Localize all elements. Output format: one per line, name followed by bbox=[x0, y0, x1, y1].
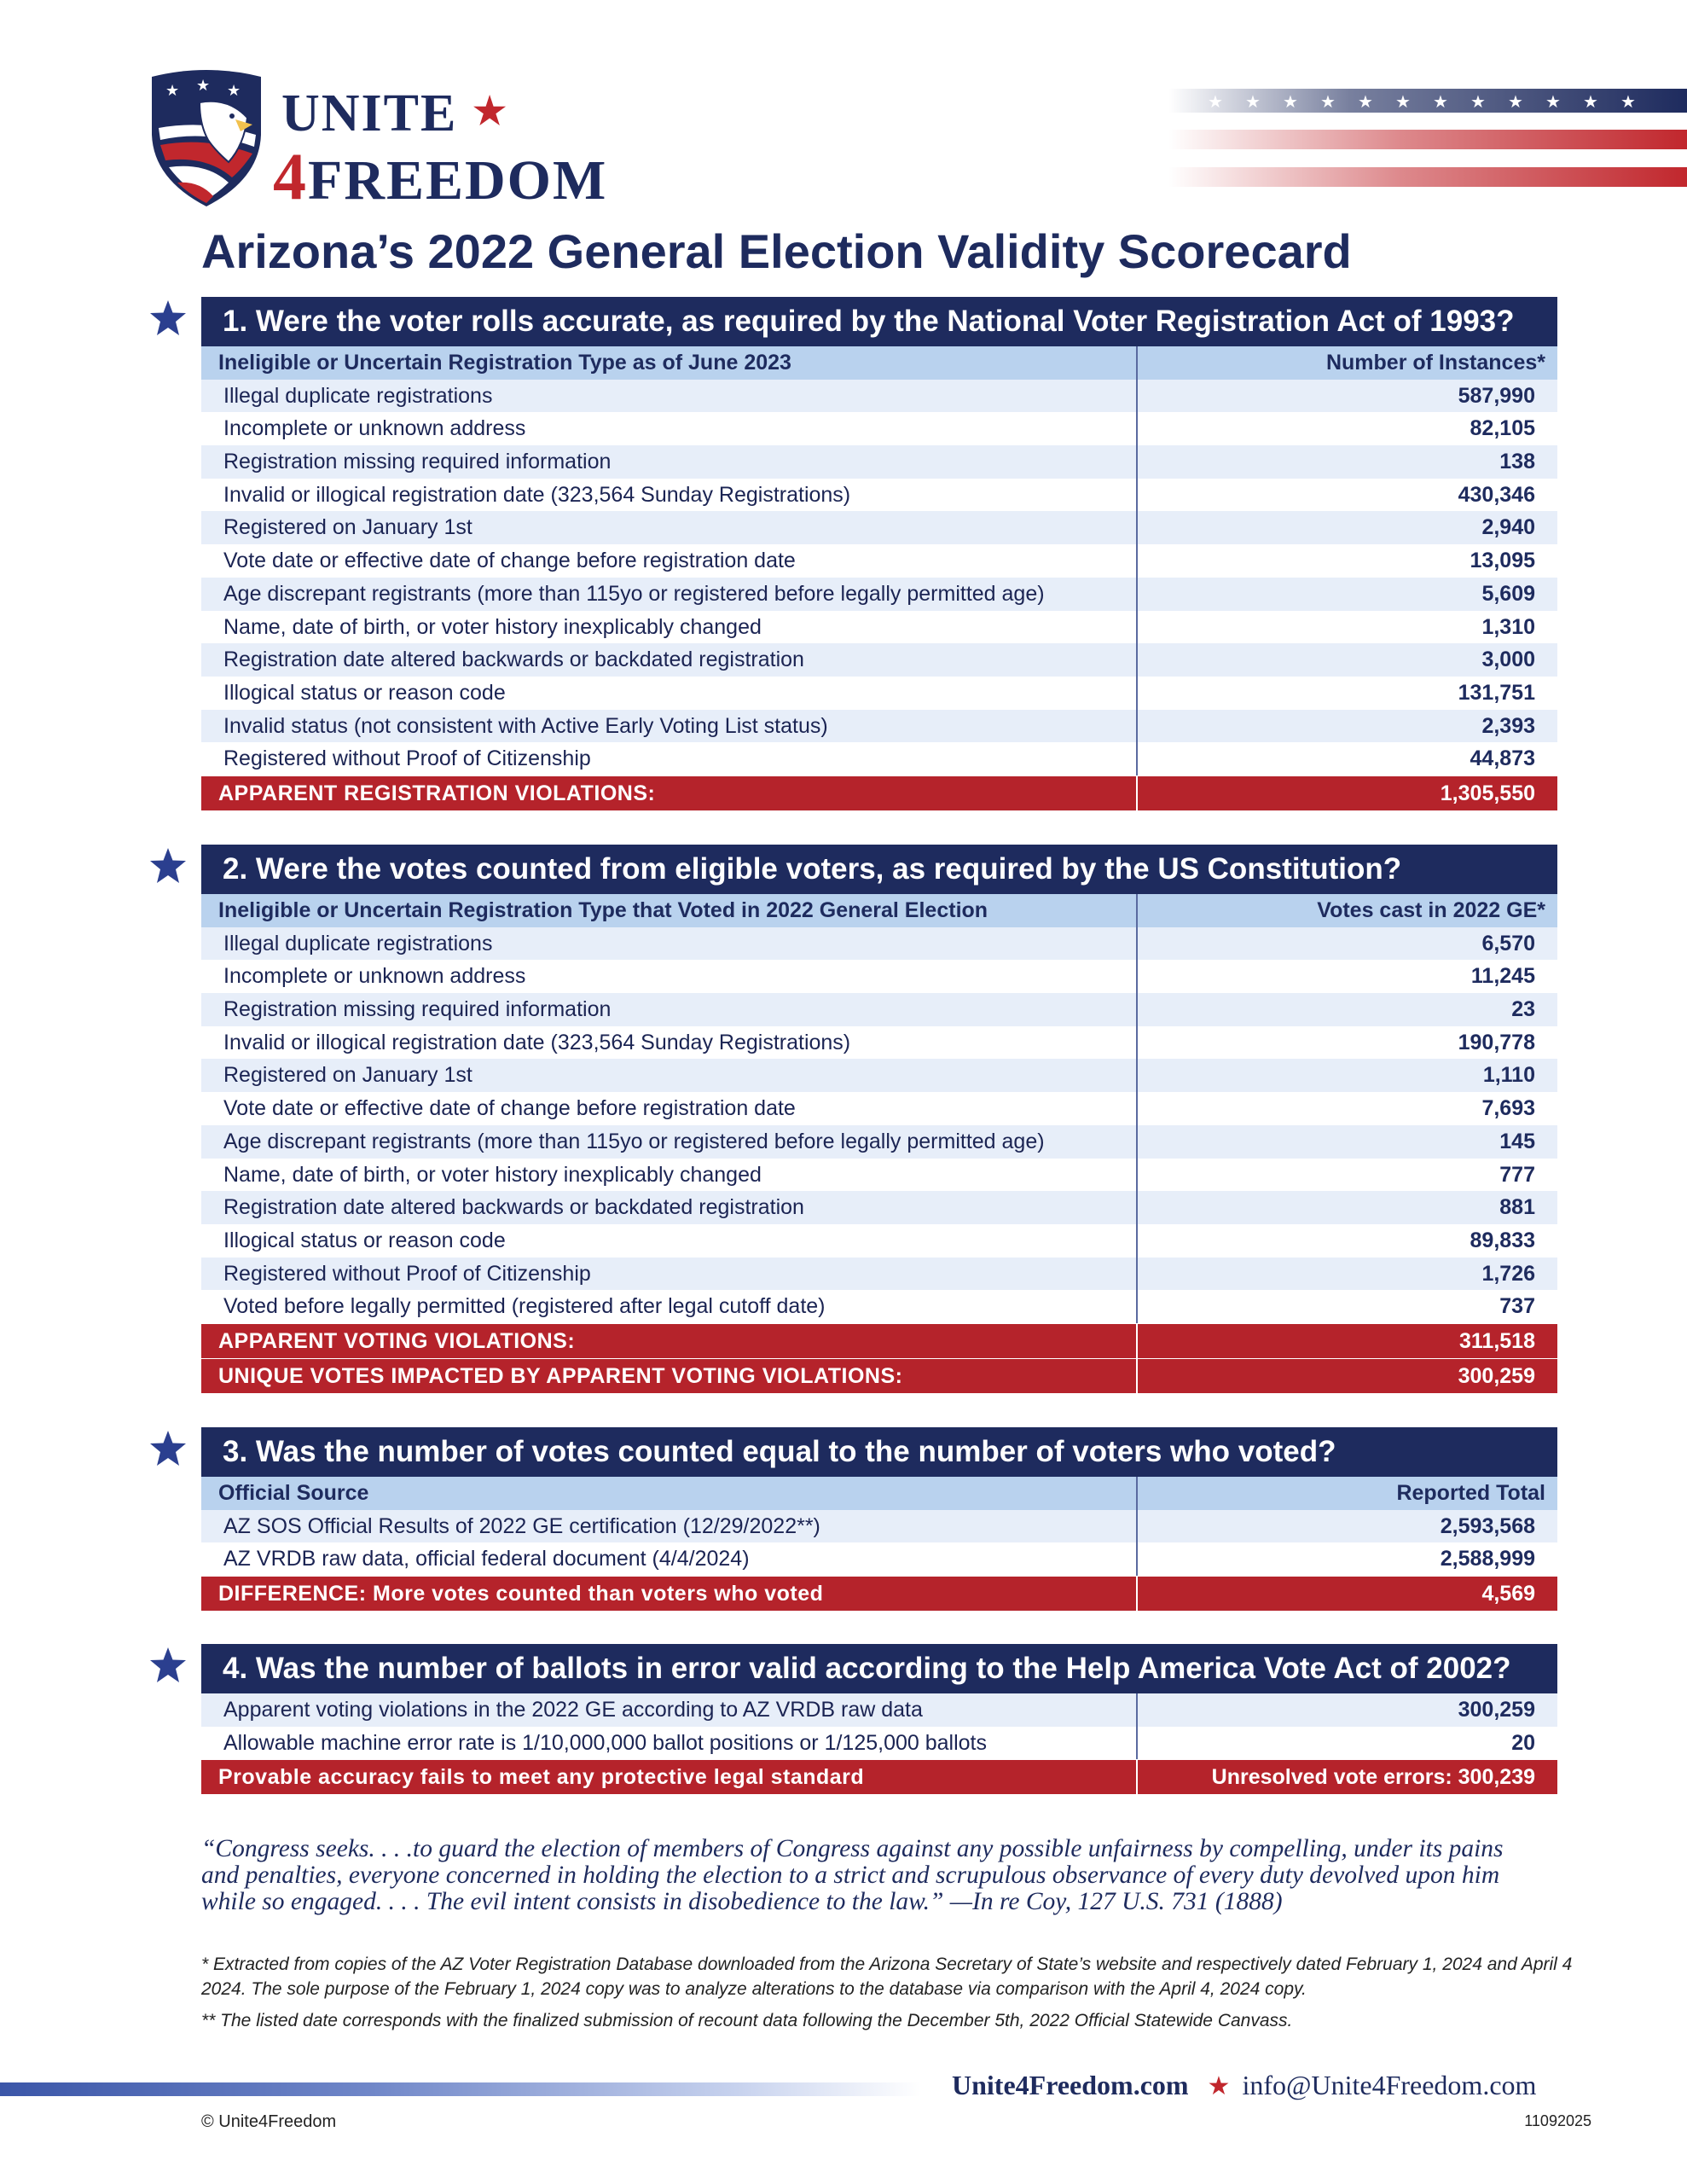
unite4freedom-logo bbox=[147, 68, 658, 213]
table-row: Name, date of birth, or voter history inexplicably changed 1,310 bbox=[201, 611, 1557, 644]
eagle-shield-icon bbox=[147, 68, 266, 209]
table-row: Invalid status (not consistent with Active Early Voting List status) 2,393 bbox=[201, 710, 1557, 743]
table-row: Registered without Proof of Citizenship 1,726 bbox=[201, 1258, 1557, 1291]
table-row: AZ SOS Official Results of 2022 GE certification (12/29/2022**) 2,593,568 bbox=[201, 1510, 1557, 1543]
table-row: Registration date altered backwards or backdated registration 881 bbox=[201, 1191, 1557, 1224]
total-row: DIFFERENCE: More votes counted than voters who voted 4,569 bbox=[201, 1577, 1557, 1611]
svg-text:★: ★ bbox=[1583, 93, 1598, 112]
table-header: Ineligible or Uncertain Registration Type as of June 2023 Number of Instances* bbox=[201, 346, 1557, 380]
section-ballot-errors bbox=[201, 1644, 1557, 1794]
footer-gradient-bar bbox=[0, 2082, 921, 2096]
table-row: Invalid or illogical registration date (323,564 Sunday Registrations) 190,778 bbox=[201, 1026, 1557, 1060]
table-row: Illegal duplicate registrations 587,990 bbox=[201, 380, 1557, 413]
brand-star-icon: ★ bbox=[472, 90, 508, 132]
table-row: Age discrepant registrants (more than 115yo or registered before legally permitted age) 145 bbox=[201, 1125, 1557, 1159]
svg-text:★: ★ bbox=[1245, 93, 1261, 112]
website-link[interactable]: Unite4Freedom.com bbox=[952, 2070, 1189, 2100]
email-link[interactable]: info@Unite4Freedom.com bbox=[1242, 2070, 1537, 2100]
total-row: Provable accuracy fails to meet any protective legal standard Unresolved vote errors: 300,239 bbox=[201, 1760, 1557, 1794]
table-row: Illogical status or reason code 131,751 bbox=[201, 677, 1557, 710]
section-question: 3. Was the number of votes counted equal to the number of voters who voted? bbox=[201, 1427, 1557, 1477]
svg-text:★: ★ bbox=[1358, 93, 1373, 112]
svg-text:★: ★ bbox=[1545, 93, 1561, 112]
brand-line-unite: UNITE ★ bbox=[281, 84, 508, 142]
svg-text:★: ★ bbox=[165, 82, 180, 99]
section-question: 2. Were the votes counted from eligible voters, as required by the US Constitution? bbox=[201, 845, 1557, 894]
svg-text:★: ★ bbox=[1433, 93, 1448, 112]
copyright: © Unite4Freedom bbox=[201, 2112, 337, 2131]
star-icon bbox=[148, 846, 188, 886]
table-header: Official Source Reported Total bbox=[201, 1477, 1557, 1510]
table-row: Incomplete or unknown address 82,105 bbox=[201, 412, 1557, 445]
section-question: 4. Was the number of ballots in error valid according to the Help America Vote Act of 2002? bbox=[201, 1644, 1557, 1693]
document-number: 11092025 bbox=[1524, 2112, 1591, 2129]
table-row: Voted before legally permitted (registered after legal cutoff date) 737 bbox=[201, 1290, 1557, 1323]
table-row: Registration date altered backwards or backdated registration 3,000 bbox=[201, 643, 1557, 677]
table-row: Vote date or effective date of change before registration date 13,095 bbox=[201, 544, 1557, 578]
section-question: 1. Were the voter rolls accurate, as required by the National Voter Registration Act of 1993? bbox=[201, 297, 1557, 346]
total-row: UNIQUE VOTES IMPACTED BY APPARENT VOTING VIOLATIONS: 300,259 bbox=[201, 1359, 1557, 1393]
table-row: Registration missing required information 23 bbox=[201, 993, 1557, 1026]
table-row: Vote date or effective date of change before registration date 7,693 bbox=[201, 1092, 1557, 1125]
table-row: AZ VRDB raw data, official federal document (4/4/2024) 2,588,999 bbox=[201, 1542, 1557, 1576]
svg-text:★: ★ bbox=[1508, 93, 1523, 112]
footnote: ** The listed date corresponds with the finalized submission of recount data following the December 5th, 2022 Official Statewide Canvass. bbox=[201, 2011, 1293, 2030]
section-vote-count bbox=[201, 1427, 1557, 1611]
footer-contact bbox=[952, 2070, 1536, 2101]
svg-text:★: ★ bbox=[1620, 93, 1636, 112]
footnote: * Extracted from copies of the AZ Voter Registration Database downloaded from the Arizona Secretary of State’s website and respectively dated February 1, 2024 and April 4 2024. The sole purpose of the February 1, 2024 copy was to analyze alterations to the database via comparison with the April 4, 2024 copy. bbox=[201, 1955, 1573, 1999]
table-row: Incomplete or unknown address 11,245 bbox=[201, 960, 1557, 993]
star-icon bbox=[148, 1646, 188, 1685]
star-icon: ★ bbox=[1207, 2072, 1231, 2100]
footnotes bbox=[201, 1952, 1591, 2040]
section-eligible-votes bbox=[201, 845, 1557, 1393]
legal-quote: “Congress seeks. . . .to guard the election of members of Congress against any possible unfairness by compelling, under its pains and penalties, everyone concerned in holding the election to a strict and scrupulous observance of every duty devolved upon him while so engaged. . . . The evil intent consists in disobedience to the law.” —In re Coy, 127 U.S. 731 (1888) bbox=[201, 1835, 1504, 1915]
table-row: Apparent voting violations in the 2022 GE according to AZ VRDB raw data 300,259 bbox=[201, 1693, 1557, 1727]
star-icon bbox=[148, 1429, 188, 1468]
section-voter-rolls bbox=[201, 297, 1557, 810]
svg-text:★: ★ bbox=[196, 77, 211, 94]
table-row: Allowable machine error rate is 1/10,000,000 ballot positions or 1/125,000 ballots 20 bbox=[201, 1727, 1557, 1760]
table-row: Registered on January 1st 2,940 bbox=[201, 511, 1557, 544]
star-icon bbox=[148, 299, 188, 338]
table-row: Invalid or illogical registration date (323,564 Sunday Registrations) 430,346 bbox=[201, 479, 1557, 512]
total-row: APPARENT VOTING VIOLATIONS: 311,518 bbox=[201, 1324, 1557, 1358]
svg-text:★: ★ bbox=[1320, 93, 1336, 112]
svg-text:★: ★ bbox=[1470, 93, 1486, 112]
table-header: Ineligible or Uncertain Registration Type that Voted in 2022 General Election Votes cast in 2022 GE* bbox=[201, 894, 1557, 927]
table-row: Name, date of birth, or voter history inexplicably changed 777 bbox=[201, 1159, 1557, 1192]
svg-text:★: ★ bbox=[1208, 93, 1223, 112]
svg-text:★: ★ bbox=[1395, 93, 1411, 112]
brand-line-freedom: 4FREEDOM bbox=[273, 139, 608, 213]
svg-text:★: ★ bbox=[227, 82, 241, 99]
table-row: Registered without Proof of Citizenship 44,873 bbox=[201, 742, 1557, 775]
page-title: Arizona’s 2022 General Election Validity Scorecard bbox=[201, 224, 1352, 278]
total-row: APPARENT REGISTRATION VIOLATIONS: 1,305,550 bbox=[201, 776, 1557, 810]
svg-text:★: ★ bbox=[1283, 93, 1298, 112]
table-row: Age discrepant registrants (more than 115yo or registered before legally permitted age) 5,609 bbox=[201, 578, 1557, 611]
table-row: Illogical status or reason code 89,833 bbox=[201, 1224, 1557, 1258]
flag-stripes-decoration bbox=[1168, 89, 1687, 195]
table-row: Illegal duplicate registrations 6,570 bbox=[201, 927, 1557, 961]
table-row: Registered on January 1st 1,110 bbox=[201, 1059, 1557, 1092]
table-row: Registration missing required information 138 bbox=[201, 445, 1557, 479]
